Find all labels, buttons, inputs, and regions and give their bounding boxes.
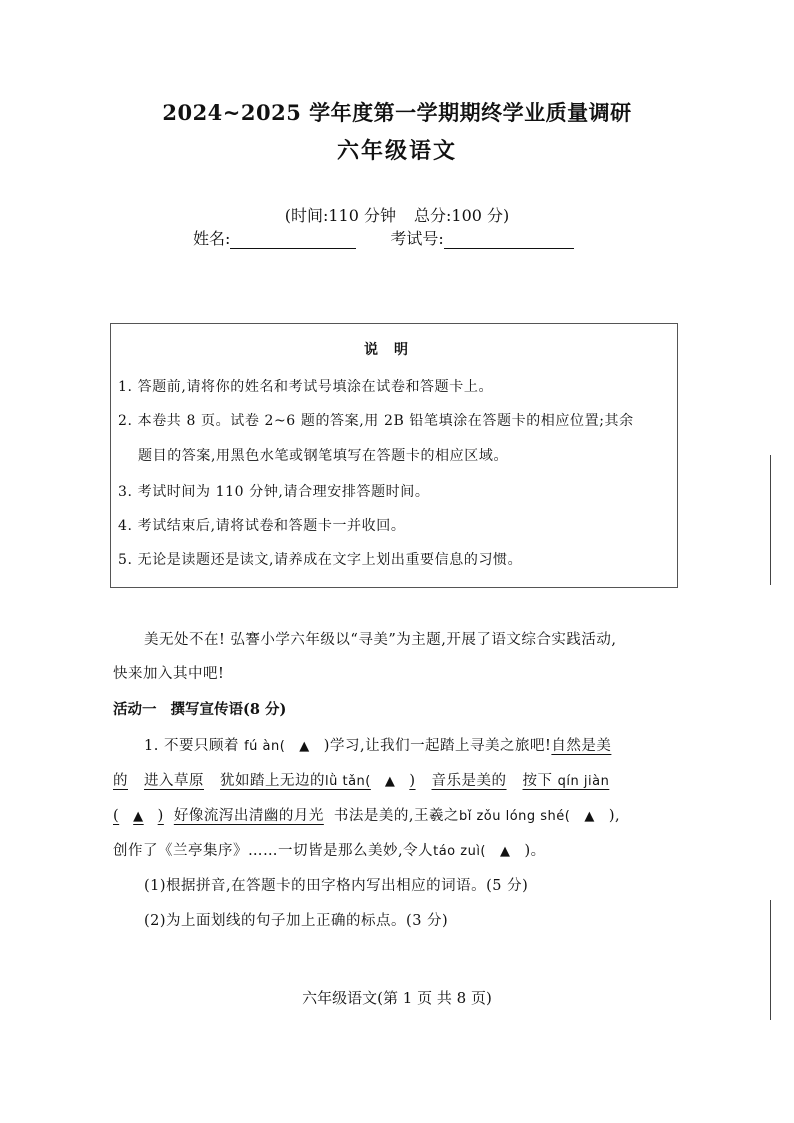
intro-line: 快来加入其中吧! [113,666,225,682]
activity1-heading [113,698,286,719]
exam-subtitle: 六年级语文 [336,138,457,164]
instruction-line: 题目的答案,用黑色水笔或钢笔填写在答题卡的相应区域。 [138,448,509,464]
pinyin-tao-zui: táo zuì( [433,844,487,859]
exam-title: 2024~2025 学年度第一学期期终学业质量调研 [162,100,632,125]
pinyin-bi-zou-long-she: bǐ zǒu lóng shé( [458,809,571,824]
instruction-line: 5. 无论是读题还是读文,请养成在文字上划出重要信息的习惯。 [118,552,523,568]
scan-edge-mark [770,455,771,585]
instruction-line: 2. 本卷共 8 页。试卷 2~6 题的答案,用 2B 铅笔填涂在答题卡的相应位置;其余 [118,413,634,429]
question1-sub1: (1)根据拼音,在答题卡的田字格内写出相应的词语。(5 分) [144,878,529,894]
question1-line4: 创作了《兰亭集序》……一切皆是那么美妙,令人táo zuì( ▲ )。 [113,843,546,859]
answer-blank-marker: ▲ [584,809,595,824]
pinyin-qin-jian: qín jiàn [557,774,610,789]
activity1-label: 活动一 [113,701,157,718]
question1-sub2: (2)为上面划线的句子加上正确的标点。(3 分) [144,913,449,929]
underlined-sentence: 自然是美 [551,738,612,754]
page-footer: 六年级语文(第 1 页 共 8 页) [302,989,492,1007]
answer-blank-marker: ▲ [384,774,396,789]
exam-time-info [0,203,794,226]
name-blank[interactable] [230,230,356,249]
exam-no-blank[interactable] [444,230,574,249]
total-score: 总分:100 分) [414,206,510,225]
instruction-line: 1. 答题前,请将你的姓名和考试号填涂在试卷和答题卡上。 [118,379,494,395]
intro-line: 美无处不在! 弘謇小学六年级以“寻美”为主题,开展了语文综合实践活动, [144,632,617,648]
pinyin-lv-tan: lǜ tǎn( [325,774,371,789]
question1-line1: 1. 不要只顾着 fú àn( ▲ )学习,让我们一起踏上寻美之旅吧!自然是美 [144,738,612,754]
question1-line3: ( ▲ ) 好像流泻出清幽的月光 书法是美的,王羲之bǐ zǒu lóng shé( ▲ ), [113,808,621,824]
exam-no-label: 考试号: [390,229,444,248]
pinyin-fu-an: fú àn( [244,739,286,754]
answer-blank-marker: ▲ [299,739,310,754]
question1-line2: 的 进入草原 犹如踏上无边的lǜ tǎn( ▲ ) 音乐是美的 按下 qín jiàn [113,773,610,789]
instruction-line: 3. 考试时间为 110 分钟,请合理安排答题时间。 [118,484,430,500]
instructions-title: 说明 [364,342,424,358]
answer-blank-marker: ▲ [500,844,511,859]
activity1-title: 撰写宣传语(8 分) [170,701,287,718]
instruction-line: 4. 考试结束后,请将试卷和答题卡一并收回。 [118,518,406,534]
scan-edge-mark [770,900,771,1020]
student-info-fields [193,226,574,249]
name-label: 姓名: [193,229,231,248]
time-limit: (时间:110 分钟 [284,206,396,225]
answer-blank-marker: ▲ [133,809,144,824]
